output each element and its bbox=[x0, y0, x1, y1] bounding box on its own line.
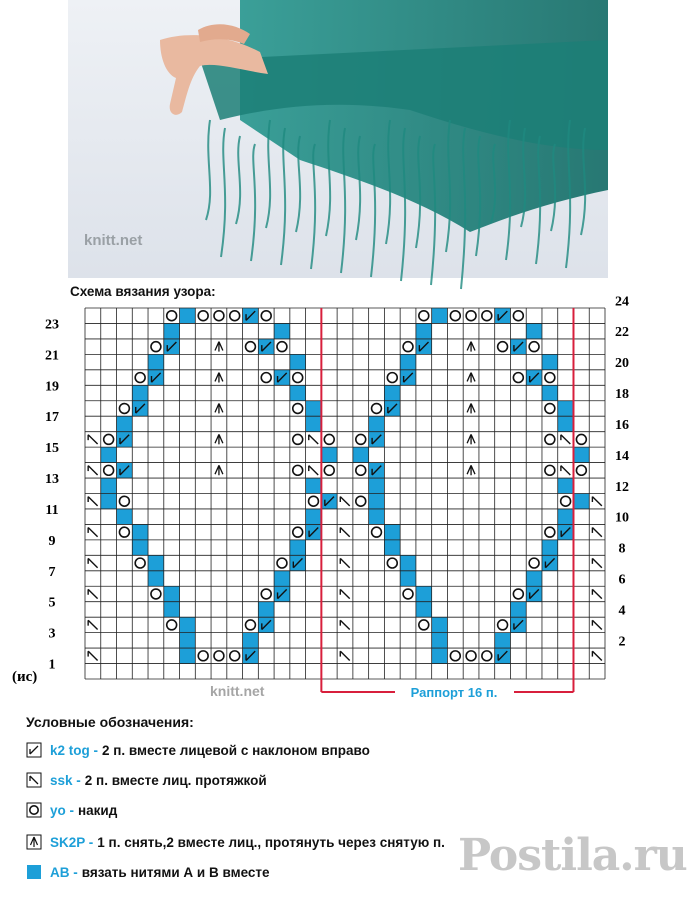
chart-cell bbox=[372, 527, 382, 537]
row-label-left: 15 bbox=[45, 441, 59, 457]
row-label-right: 20 bbox=[615, 356, 629, 372]
row-label-left: 1 bbox=[48, 657, 56, 673]
k2tog-icon bbox=[26, 742, 42, 758]
row-label-left: 3 bbox=[48, 626, 56, 642]
ab-icon bbox=[26, 864, 42, 880]
chart-cell bbox=[542, 385, 558, 400]
chart-cell bbox=[277, 558, 287, 568]
row-label-left: 13 bbox=[45, 472, 59, 488]
chart-cell bbox=[117, 432, 133, 447]
chart-cell bbox=[340, 558, 349, 567]
chart-cell bbox=[293, 465, 303, 475]
chart-cell bbox=[545, 404, 555, 414]
chart-cell bbox=[400, 370, 416, 385]
chart-cell bbox=[215, 373, 223, 383]
chart-cell bbox=[101, 447, 117, 462]
chart-cell bbox=[384, 540, 400, 555]
chart-cell bbox=[164, 323, 180, 338]
chart-cell bbox=[467, 404, 475, 414]
chart-cell bbox=[372, 404, 382, 414]
chart-cell bbox=[214, 651, 224, 661]
legend-title: Условные обозначения: bbox=[26, 714, 194, 730]
legend-item-k2tog bbox=[26, 740, 370, 760]
chart-cell bbox=[576, 465, 586, 475]
chart-cell bbox=[180, 617, 196, 632]
chart-cell bbox=[416, 586, 432, 601]
legend-desc: 2 п. вместе лиц. протяжкой bbox=[84, 772, 267, 788]
chart-cell bbox=[369, 416, 385, 431]
chart-cell bbox=[246, 342, 256, 352]
chart-cell bbox=[592, 497, 601, 506]
repeat-label: Раппорт 16 п. bbox=[410, 685, 498, 700]
row-label-right: 6 bbox=[618, 572, 626, 588]
chart-cell bbox=[214, 311, 224, 321]
chart-cell bbox=[148, 555, 164, 570]
chart-cell bbox=[526, 586, 542, 601]
chart-cell bbox=[258, 617, 274, 632]
chart-cell bbox=[293, 527, 303, 537]
sk2p-icon bbox=[26, 834, 42, 850]
chart-cell bbox=[467, 434, 475, 444]
chart-cell bbox=[558, 509, 574, 524]
chart-cell bbox=[340, 651, 349, 660]
chart-cell bbox=[450, 651, 460, 661]
chart-cell bbox=[387, 558, 397, 568]
chart-cell bbox=[243, 648, 259, 663]
chart-cell bbox=[400, 571, 416, 586]
chart-cell bbox=[324, 465, 334, 475]
chart-cell bbox=[243, 633, 259, 648]
chart-cell bbox=[403, 589, 413, 599]
chart-cell bbox=[290, 354, 306, 369]
chart-cell bbox=[88, 497, 97, 506]
row-label-left: 17 bbox=[45, 410, 59, 426]
chart-cell bbox=[545, 465, 555, 475]
chart-cell bbox=[88, 620, 97, 629]
chart-cell bbox=[148, 370, 164, 385]
chart-cell bbox=[482, 651, 492, 661]
chart-cell bbox=[356, 465, 366, 475]
row-label-right: 12 bbox=[615, 479, 629, 495]
chart-cell bbox=[432, 308, 448, 323]
chart-cell bbox=[180, 633, 196, 648]
chart-cell bbox=[495, 648, 511, 663]
chart-cell bbox=[88, 435, 97, 444]
chart-cell bbox=[274, 370, 290, 385]
chart-cell bbox=[321, 494, 337, 509]
legend-item-ab bbox=[26, 862, 270, 882]
chart-cell bbox=[274, 571, 290, 586]
chart-cell bbox=[466, 311, 476, 321]
chart-cell bbox=[293, 434, 303, 444]
ssk-icon bbox=[26, 772, 42, 788]
chart-cell bbox=[592, 620, 601, 629]
chart-cell bbox=[513, 311, 523, 321]
chart-cell bbox=[495, 633, 511, 648]
chart-cell bbox=[384, 401, 400, 416]
legend-abbr: yo - bbox=[50, 802, 75, 818]
chart-cell bbox=[215, 342, 223, 352]
chart-cell bbox=[117, 416, 133, 431]
chart-cell bbox=[101, 478, 117, 493]
chart-cell bbox=[104, 434, 114, 444]
chart-cell bbox=[561, 435, 570, 444]
chart-cell bbox=[309, 435, 318, 444]
row-label-right: 16 bbox=[615, 417, 629, 433]
chart-cell bbox=[384, 524, 400, 539]
chart-cell bbox=[243, 308, 259, 323]
chart-cell bbox=[261, 311, 271, 321]
chart-cell bbox=[558, 524, 574, 539]
chart-cell bbox=[529, 342, 539, 352]
chart-cell bbox=[482, 311, 492, 321]
chart-cell bbox=[558, 401, 574, 416]
chart-cell bbox=[215, 465, 223, 475]
start-label: (ис) bbox=[12, 669, 38, 685]
postila-watermark: Postila.ru bbox=[458, 830, 687, 881]
chart-heading: Схема вязания узора: bbox=[70, 284, 216, 299]
chart-cell bbox=[167, 620, 177, 630]
chart-cell bbox=[88, 528, 97, 537]
chart-cell bbox=[230, 651, 240, 661]
chart-cell bbox=[274, 586, 290, 601]
chart-cell bbox=[573, 447, 589, 462]
chart-cell bbox=[135, 558, 145, 568]
chart-cell bbox=[400, 354, 416, 369]
chart-cell bbox=[545, 527, 555, 537]
row-label-left: 9 bbox=[48, 533, 56, 549]
chart-cell bbox=[309, 466, 318, 475]
chart-cell bbox=[290, 555, 306, 570]
chart-cell bbox=[135, 373, 145, 383]
chart-cell bbox=[558, 478, 574, 493]
chart-cell bbox=[592, 558, 601, 567]
legend-desc: вязать нитями А и В вместе bbox=[81, 864, 270, 880]
chart-cell bbox=[88, 466, 97, 475]
chart-cell bbox=[230, 311, 240, 321]
chart-cell bbox=[498, 342, 508, 352]
chart-cell bbox=[180, 648, 196, 663]
chart-cell bbox=[198, 651, 208, 661]
row-label-right: 18 bbox=[615, 387, 629, 403]
chart-cell bbox=[400, 555, 416, 570]
chart-cell bbox=[369, 432, 385, 447]
chart-cell bbox=[246, 620, 256, 630]
chart-cell bbox=[545, 434, 555, 444]
chart-cell bbox=[132, 401, 148, 416]
chart-cell bbox=[384, 385, 400, 400]
chart-cell bbox=[132, 524, 148, 539]
row-label-right: 2 bbox=[618, 634, 626, 650]
chart-cell bbox=[101, 494, 117, 509]
chart-cell bbox=[467, 465, 475, 475]
legend-desc: 1 п. снять,2 вместе лиц., протянуть через снятую п. bbox=[97, 834, 445, 850]
chart-cell bbox=[558, 416, 574, 431]
chart-cell bbox=[164, 339, 180, 354]
chart-cell bbox=[592, 651, 601, 660]
chart-cell bbox=[164, 602, 180, 617]
row-label-right: 10 bbox=[615, 510, 629, 526]
chart-cell bbox=[526, 571, 542, 586]
row-label-left: 23 bbox=[45, 317, 59, 333]
chart-cell bbox=[324, 434, 334, 444]
chart-cell bbox=[561, 496, 571, 506]
chart-cell bbox=[419, 311, 429, 321]
chart-cell bbox=[151, 589, 161, 599]
chart-cell bbox=[261, 373, 271, 383]
chart-cell bbox=[119, 527, 129, 537]
row-label-right: 8 bbox=[618, 541, 626, 557]
legend-abbr: ssk - bbox=[50, 772, 81, 788]
chart-cell bbox=[432, 648, 448, 663]
chart-cell bbox=[419, 620, 429, 630]
row-label-left: 5 bbox=[48, 595, 56, 611]
legend-item-yo bbox=[26, 800, 117, 820]
chart-cell bbox=[215, 404, 223, 414]
chart-cell bbox=[306, 478, 322, 493]
legend-desc: накид bbox=[78, 802, 118, 818]
chart-cell bbox=[369, 463, 385, 478]
chart-cell bbox=[119, 496, 129, 506]
chart-cell bbox=[498, 620, 508, 630]
row-label-left: 11 bbox=[45, 502, 59, 518]
row-label-right: 4 bbox=[618, 603, 626, 619]
chart-cell bbox=[416, 339, 432, 354]
chart-cell bbox=[321, 447, 337, 462]
legend-abbr: SK2P - bbox=[50, 834, 94, 850]
chart-cell bbox=[258, 602, 274, 617]
yo-icon bbox=[26, 802, 42, 818]
chart-cell bbox=[542, 555, 558, 570]
chart-cell bbox=[416, 323, 432, 338]
chart-cell bbox=[290, 540, 306, 555]
shawl-photo bbox=[0, 0, 660, 278]
chart-cell bbox=[416, 602, 432, 617]
chart-cell bbox=[495, 308, 511, 323]
chart-cell bbox=[119, 404, 129, 414]
chart-cell bbox=[561, 466, 570, 475]
chart-cell bbox=[340, 620, 349, 629]
chart-cell bbox=[340, 589, 349, 598]
chart-cell bbox=[293, 404, 303, 414]
chart-cell bbox=[526, 370, 542, 385]
chart-cell bbox=[542, 354, 558, 369]
chart-cell bbox=[274, 323, 290, 338]
chart-cell bbox=[148, 571, 164, 586]
chart-cell bbox=[306, 509, 322, 524]
legend-desc: 2 п. вместе лицевой с наклоном вправо bbox=[102, 742, 370, 758]
knitting-chart bbox=[0, 294, 660, 700]
chart-cell bbox=[88, 589, 97, 598]
chart-cell bbox=[576, 434, 586, 444]
chart-cell bbox=[117, 463, 133, 478]
legend-abbr: k2 tog - bbox=[50, 742, 99, 758]
chart-cell bbox=[148, 354, 164, 369]
chart-cell bbox=[529, 558, 539, 568]
photo-watermark: knitt.net bbox=[84, 232, 143, 249]
legend-item-sk2p bbox=[26, 832, 445, 852]
chart-cell bbox=[309, 496, 319, 506]
chart-cell bbox=[466, 651, 476, 661]
chart-cell bbox=[340, 497, 349, 506]
chart-cell bbox=[261, 589, 271, 599]
row-label-right: 22 bbox=[615, 325, 629, 341]
chart-cell bbox=[117, 509, 133, 524]
row-label-right: 24 bbox=[615, 294, 629, 310]
chart-cell bbox=[290, 385, 306, 400]
chart-cell bbox=[450, 311, 460, 321]
chart-cell bbox=[258, 339, 274, 354]
chart-cell bbox=[340, 528, 349, 537]
chart-cell bbox=[592, 589, 601, 598]
chart-cell bbox=[387, 373, 397, 383]
chart-cell bbox=[356, 496, 366, 506]
chart-cell bbox=[432, 633, 448, 648]
chart-cell bbox=[467, 373, 475, 383]
chart-cell bbox=[167, 311, 177, 321]
chart-cell bbox=[369, 494, 385, 509]
chart-cell bbox=[293, 373, 303, 383]
chart-cell bbox=[164, 586, 180, 601]
chart-cell bbox=[151, 342, 161, 352]
chart-cell bbox=[510, 339, 526, 354]
chart-cell bbox=[132, 540, 148, 555]
chart-cell bbox=[403, 342, 413, 352]
chart-cell bbox=[88, 651, 97, 660]
chart-cell bbox=[510, 602, 526, 617]
chart-cell bbox=[467, 342, 475, 352]
row-label-left: 19 bbox=[45, 379, 59, 395]
chart-cell bbox=[356, 434, 366, 444]
chart-cell bbox=[306, 524, 322, 539]
chart-cell bbox=[545, 373, 555, 383]
chart-cell bbox=[510, 617, 526, 632]
chart-cell bbox=[215, 434, 223, 444]
chart-watermark: knitt.net bbox=[210, 683, 265, 699]
chart-cell bbox=[513, 373, 523, 383]
chart-cell bbox=[277, 342, 287, 352]
chart-cell bbox=[132, 385, 148, 400]
chart-cell bbox=[306, 416, 322, 431]
chart-cell bbox=[369, 478, 385, 493]
chart-cell bbox=[592, 528, 601, 537]
chart-cell bbox=[198, 311, 208, 321]
row-label-left: 21 bbox=[45, 348, 59, 364]
chart-cell bbox=[180, 308, 196, 323]
chart-cell bbox=[542, 540, 558, 555]
chart-cell bbox=[369, 509, 385, 524]
chart-cell bbox=[88, 558, 97, 567]
chart-cell bbox=[306, 401, 322, 416]
chart-cell bbox=[573, 494, 589, 509]
chart-cell bbox=[432, 617, 448, 632]
row-label-left: 7 bbox=[48, 564, 56, 580]
chart-cell bbox=[104, 465, 114, 475]
legend-abbr: AB - bbox=[50, 864, 78, 880]
chart-cell bbox=[353, 447, 369, 462]
chart-cell bbox=[513, 589, 523, 599]
legend-item-ssk bbox=[26, 770, 267, 790]
chart-cell bbox=[526, 323, 542, 338]
row-label-right: 14 bbox=[615, 448, 629, 464]
